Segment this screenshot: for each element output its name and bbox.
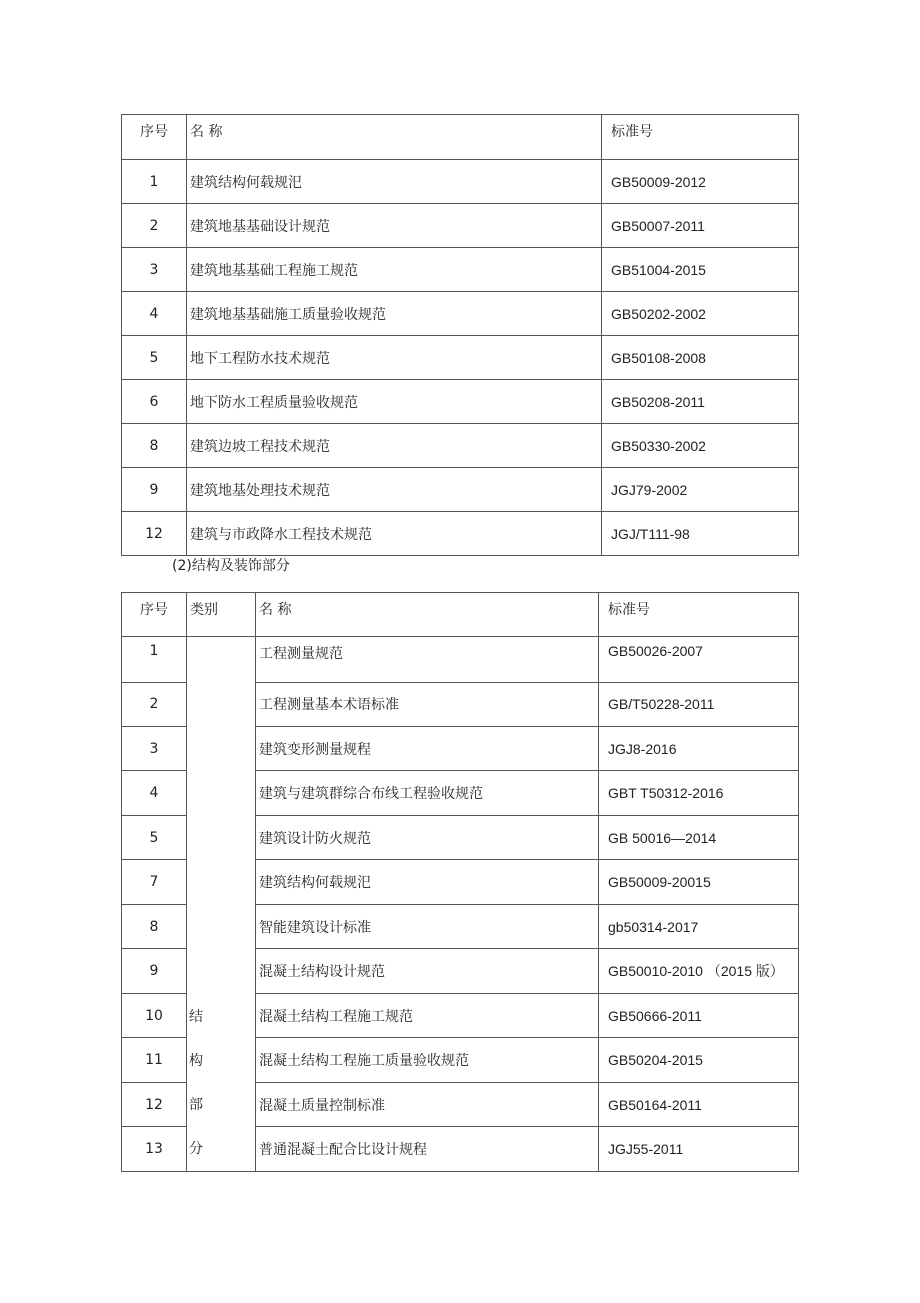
table-row	[122, 424, 799, 468]
row-name: 建筑地基基础施工质量验收规范	[187, 292, 602, 336]
row-no: 5	[122, 336, 187, 380]
row-standard: GB 50016—2014	[599, 815, 799, 859]
table-row	[122, 248, 799, 292]
table-header-row	[122, 593, 799, 637]
row-standard: GBT T50312-2016	[599, 771, 799, 815]
row-name: 地下工程防水技术规范	[187, 336, 602, 380]
row-name: 建筑边坡工程技术规范	[187, 424, 602, 468]
table-row	[122, 637, 799, 683]
table-row	[122, 468, 799, 512]
row-standard: GB50010-2010 （2015 版）	[599, 949, 799, 993]
row-name: 建筑设计防火规范	[256, 815, 599, 859]
header-name: 名 称	[187, 115, 602, 160]
table-row	[122, 292, 799, 336]
row-standard: GB50666-2011	[599, 993, 799, 1037]
row-no: 1	[122, 637, 187, 683]
row-standard: GB50164-2011	[599, 1082, 799, 1126]
row-name: 智能建筑设计标准	[256, 904, 599, 948]
row-no: 12	[122, 1082, 187, 1126]
row-name: 建筑地基基础设计规范	[187, 204, 602, 248]
row-no: 2	[122, 682, 187, 726]
header-name: 名 称	[256, 593, 599, 637]
row-no: 3	[122, 726, 187, 770]
row-no: 1	[122, 160, 187, 204]
row-standard: GB50208-2011	[602, 380, 799, 424]
row-name: 建筑变形测量规程	[256, 726, 599, 770]
table-row	[122, 512, 799, 556]
standards-table-1	[121, 114, 799, 556]
row-standard: JGJ8-2016	[599, 726, 799, 770]
table-row	[122, 380, 799, 424]
row-no: 7	[122, 860, 187, 904]
row-no: 2	[122, 204, 187, 248]
row-standard: GB50009-2012	[602, 160, 799, 204]
row-standard: GB/T50228-2011	[599, 682, 799, 726]
row-standard: GB51004-2015	[602, 248, 799, 292]
table-row	[122, 204, 799, 248]
row-no: 5	[122, 815, 187, 859]
row-standard: GB50026-2007	[599, 637, 799, 683]
row-name: 建筑结构何载规汜	[256, 860, 599, 904]
row-no: 13	[122, 1127, 187, 1172]
table-row	[122, 160, 799, 204]
standards-table-2	[121, 592, 799, 1172]
category-char: 分	[189, 1141, 203, 1157]
row-name: 工程测量规范	[256, 637, 599, 683]
header-standard: 标准号	[599, 593, 799, 637]
section-caption: (2)结构及装饰部分	[172, 558, 290, 574]
row-no: 12	[122, 512, 187, 556]
category-cell	[187, 637, 256, 1172]
table-header-row	[122, 115, 799, 160]
row-name: 建筑与市政降水工程技术规范	[187, 512, 602, 556]
row-name: 混凝土质量控制标准	[256, 1082, 599, 1126]
category-char: 部	[189, 1097, 203, 1113]
table-row	[122, 336, 799, 380]
row-name: 混凝土结构设计规范	[256, 949, 599, 993]
row-no: 9	[122, 468, 187, 512]
category-char: 构	[189, 1053, 203, 1069]
row-standard: JGJ/T111-98	[602, 512, 799, 556]
row-name: 建筑地基基础工程施工规范	[187, 248, 602, 292]
row-no: 8	[122, 904, 187, 948]
row-standard: GB50330-2002	[602, 424, 799, 468]
category-char: 结	[189, 1009, 203, 1025]
row-name: 混凝土结构工程施工质量验收规范	[256, 1038, 599, 1082]
row-name: 建筑结构何载规汜	[187, 160, 602, 204]
row-standard: GB50007-2011	[602, 204, 799, 248]
row-standard: GB50009-20015	[599, 860, 799, 904]
row-name: 混凝土结构工程施工规范	[256, 993, 599, 1037]
row-no: 4	[122, 771, 187, 815]
header-no: 序号	[122, 115, 187, 160]
row-no: 3	[122, 248, 187, 292]
row-name: 地下防水工程质量验收规范	[187, 380, 602, 424]
row-no: 6	[122, 380, 187, 424]
row-no: 8	[122, 424, 187, 468]
row-name: 普通混凝土配合比设计规程	[256, 1127, 599, 1172]
row-no: 9	[122, 949, 187, 993]
row-no: 4	[122, 292, 187, 336]
header-category: 类别	[187, 593, 256, 637]
row-no: 11	[122, 1038, 187, 1082]
row-no: 10	[122, 993, 187, 1037]
row-standard: GB50202-2002	[602, 292, 799, 336]
row-standard: JGJ55-2011	[599, 1127, 799, 1172]
header-standard: 标准号	[602, 115, 799, 160]
row-name: 建筑地基处理技术规范	[187, 468, 602, 512]
row-standard: gb50314-2017	[599, 904, 799, 948]
header-no: 序号	[122, 593, 187, 637]
row-standard: JGJ79-2002	[602, 468, 799, 512]
row-standard: GB50108-2008	[602, 336, 799, 380]
row-name: 建筑与建筑群综合布线工程验收规范	[256, 771, 599, 815]
row-name: 工程测量基本术语标准	[256, 682, 599, 726]
row-standard: GB50204-2015	[599, 1038, 799, 1082]
